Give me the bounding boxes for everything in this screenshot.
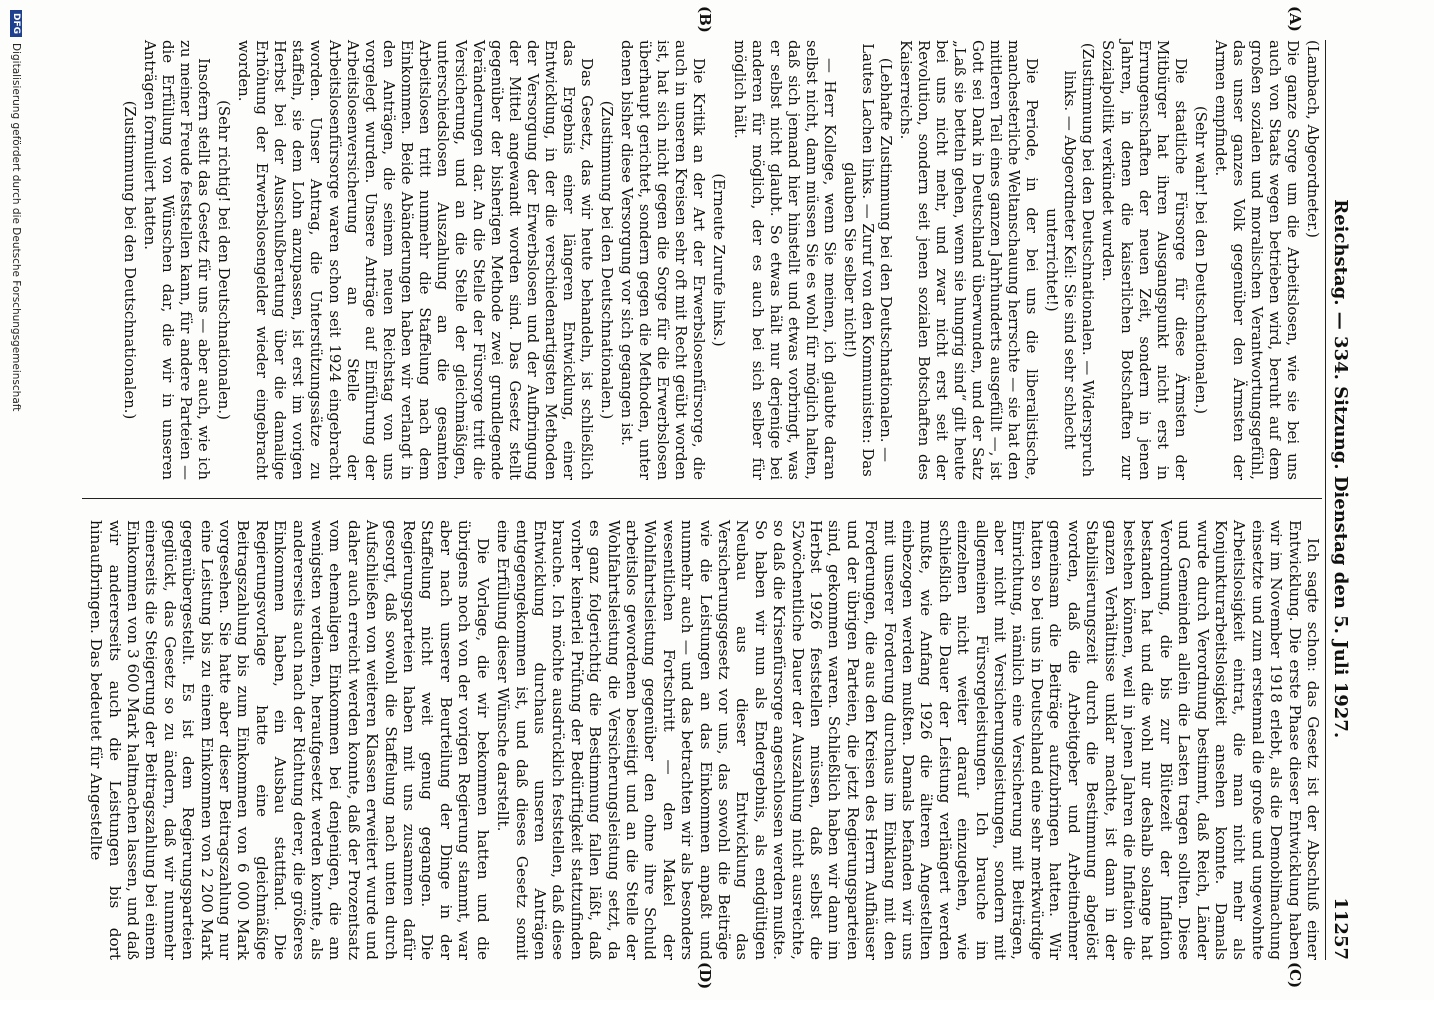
paragraph: (Sehr wahr! bei den Deutschnationalen.) [1191, 105, 1210, 415]
paragraph: Die Kritik an der Art der Erwerbslosenfürsorge, die auch in unseren Kreisen sehr oft mit Recht geübt worden ist, hat sich nicht gegen die Sorge für die Erwerbslosen überhaupt gerichtet, sondern gegen die Methoden, unter denen bisher diese Versorgung vor sich gegangen ist. [618, 40, 709, 480]
footer-text: Digitalisierung gefördert durch die Deutsche Forschungsgemeinschaft [10, 43, 22, 412]
page-header-title: Reichstag. — 334. Sitzung. Dienstag den 5. Juli 1927. [1330, 199, 1351, 739]
page-footer [8, 0, 24, 1010]
page-header [1325, 40, 1364, 960]
paragraph: Die staatliche Fürsorge für diese Ärmsten der Mitbürger hat ihren Ausgangspunkt nicht erst in Errungenschaften der neuen Zeit, sondern in jenen Jahren, in denen die kaiserlichen Botschaften zur Sozialpolitik verkündet wurden. [1099, 40, 1190, 480]
right-column [82, 520, 1322, 960]
margin-marker-d: (D) [696, 962, 714, 990]
left-column [82, 40, 1322, 480]
paragraph: (Lebhafte Zustimmung bei den Deutschnationalen. — Lautes Lachen links. — Zuruf von den Kommunisten: Das glauben Sie selber nicht!) [840, 43, 895, 477]
margin-marker-c: (C) [1286, 962, 1304, 989]
column-divider [82, 498, 1322, 499]
paragraph: (Lambach, Abgeordneter.) [1304, 40, 1322, 238]
paragraph: — Herr Kollege, wenn Sie meinen, ich glaubte daran selbst nicht, dann müssen Sie es wohl für möglich halten, daß sich jemand hier hinstellt und etwas vorbringt, was er selbst nicht glaubt. So etwas hält nur derjenige bei anderen für möglich, der es auch bei sich selber für möglich hält. [730, 40, 839, 480]
paragraph: Insofern stellt das Gesetz für uns — aber auch, wie ich zu meiner Freude feststellen kann, für andere Parteien — die Erfüllung von Wünschen dar, die wir in unseren Anträgen formuliert hatten. [141, 40, 214, 480]
dfg-logo: DFG [10, 10, 22, 37]
paragraph: Das Gesetz, das wir heute behandeln, ist schließlich das Ergebnis einer längeren Entwicklung, einer Entwicklung, in der die verschiedenartigsten Methoden der Versorgung der Erwerbslosen und der Aufbringung der Mittel angewandt worden sind. Das Gesetz stellt gegenüber der bisherigen Methode zwei grundlegende Veränderungen dar. An die Stelle der Fürsorge tritt die Versicherung, und an die Stelle der gleichmäßigen, unterschiedslosen Auszahlung an die gesamten Arbeitslosen tritt nunmehr die Staffelung nach dem Einkommen. Beide Abänderungen haben wir verlangt in den Anträgen, die seinem neuen Reichstag von uns vorgelegt wurden. Unsere Anträge auf Einführung der Arbeitslosenversicherung an Stelle der Arbeitslosenfürsorge waren schon seit 1924 eingebracht worden. Unser Antrag, die Unterstützungssätze zu staffeln, sie dem Lohn anzupassen, ist erst im vorigen Herbst bei der Ausschußberatung über die damalige Erhöhung der Erwerbslosengelder wieder eingebracht worden. [235, 40, 597, 480]
paragraph: (Zustimmung bei den Deutschnationalen.) [121, 100, 139, 420]
margin-marker-a: (A) [1286, 6, 1304, 32]
paragraph: Die Periode, in der bei uns die liberalistische, manchesterliche Weltanschauung herrschte — sie hat den mittleren Teil eines ganzen Jahrhunderts ausgefüllt —, ist Gott sei Dank in Deutschland überwunden, und der Satz „Laß sie betteln gehen, wenn sie hungrig sind“ gilt heute bei uns nicht mehr, und zwar nicht erst seit der Revolution, sondern seit jenen sozialen Botschaften des Kaiserreichs. [896, 40, 1042, 480]
margin-marker-b: (B) [696, 6, 714, 33]
page-number: 11257 [1330, 897, 1351, 960]
paragraph: Die Vorlage, die wir bekommen hatten und die übrigens noch von der vorigen Regierung stammt, war aber nach unserer Beurteilung der Dinge in der Staffelung nicht weit genug gegangen. Die Regierungsparteien haben mit uns zusammen dafür gesorgt, daß sowohl die Staffelung nach unten durch Aufschließen von weiteren Klassen erweitert wurde und daher auch erreicht werden konnte, daß der Prozentsatz vom ehemaligen Einkommen bei denjenigen, die am wenigsten verdienen, heraufgesetzt werden konnte, als andererseits auch nach der Richtung derer, die größeres Einkommen haben, ein Ausbau stattfand. Die Regierungsvorlage hatte eine gleichmäßige Beitragszahlung bis zum Einkommen von 6 000 Mark vorgesehen. Sie hatte aber dieser Beitragszahlung nur eine Leistung bis zu einem Einkommen von 2 200 Mark gegenübergestellt. Es ist dem Regierungsparteien geglückt, das Gesetz so zu ändern, daß wir nunmehr einerseits die Steigerung der Beitragszahlung bei einem Einkommen von 3 600 Mark haltmachen lassen, und daß wir andererseits auch die Leistungen bis dort hinaufbringen. Das bedeutet für Angestellte [87, 520, 492, 960]
paragraph: Ich sagte schon: das Gesetz ist der Abschluß einer Entwicklung. Die erste Phase dieser Entwicklung haben wir im November 1918 erlebt, als die Demobilmachung einsetzte und zum erstenmal die große und ungewohnte Arbeitslosigkeit eintrat, die man nicht mehr als Konjunkturarbeitslosigkeit ansehen konnte. Damals wurde durch Verordnung bestimmt, daß Reich, Länder und Gemeinden allein die Lasten tragen sollten. Diese Verordnung, die bis zur Blütezeit der Inflation bestanden hat und die wohl nur deshalb solange hat bestehen können, weil in jenen Jahren die Inflation die ganzen Verhältnisse unklar machte, ist dann in der Stabilisierungszeit durch die Bestimmung abgelöst worden, daß die Arbeitgeber und Arbeitnehmer gemeinsam die Beiträge aufzubringen hatten. Wir hatten so bei uns in Deutschland eine sehr merkwürdige Einrichtung, nämlich eine Versicherung mit Beiträgen, aber nicht mit Versicherungsleistungen, sondern mit allgemeinen Fürsorgeleistungen. Ich brauche im einzelnen nicht weiter darauf einzugehen, wie schließlich die Dauer der Leistung verlängert werden mußte, wie Anfang 1926 die älteren Angestellten einbezogen werden mußten. Damals befanden wir uns mit unserer Forderung durchaus im Einklang mit den Forderungen, die aus den Kreisen des Herrn Aufhäuser und der übrigen Parteien, die jetzt Regierungsparteien sind, gekommen waren. Schließlich haben wir dann im Herbst 1926 feststellen müssen, daß selbst die 52wöchentliche Dauer der Auszahlung nicht ausreichte, so daß die Krisenfürsorge angeschlossen werden mußte. So haben wir nun als Endergebnis, als endgültigen Neubau aus dieser Entwicklung das Versicherungsgesetz vor uns, das sowohl die Beiträge wie die Leistungen an das Einkommen anpaßt und nunmehr auch — und das betrachten wir als besonders wesentlichen Fortschritt — den Makel der Wohlfahrtsleistung gegenüber den ohne ihre Schuld arbeitslos gewordenen beseitigt und an die Stelle der Wohlfahrtsleistung die Versicherungsleistung setzt, da es ganz folgerichtig die Bestimmung fallen läßt, daß vorher keinerlei Prüfung der Bedürftigkeit stattzufinden brauche. Ich möchte ausdrücklich feststellen, daß diese Entwicklung durchaus unseren Anträgen entgegengekommen ist, und daß dieses Gesetz somit eine Erfüllung dieser Wünsche darstellt. [494, 520, 1322, 960]
paragraph: (Zustimmung bei den Deutschnationalen.) [598, 100, 617, 420]
paragraph: Die ganze Sorge um die Arbeitslosen, wie sie bei uns auch von Staats wegen betrieben wird, beruht auf dem großen sozialen und moralischen Verantwortungsgefühl, das unser ganzes Volk gegenüber den Ärmsten der Armen empfindet. [1211, 40, 1302, 480]
paragraph: (Zustimmung bei den Deutschnationalen. — Widerspruch links. — Abgeordneter Keil: Sie sind sehr schlecht unterrichtet!) [1043, 42, 1098, 478]
paragraph: (Erneute Zurufe links.) [710, 173, 729, 347]
paragraph: (Sehr richtig! bei den Deutschnationalen.) [215, 100, 234, 420]
